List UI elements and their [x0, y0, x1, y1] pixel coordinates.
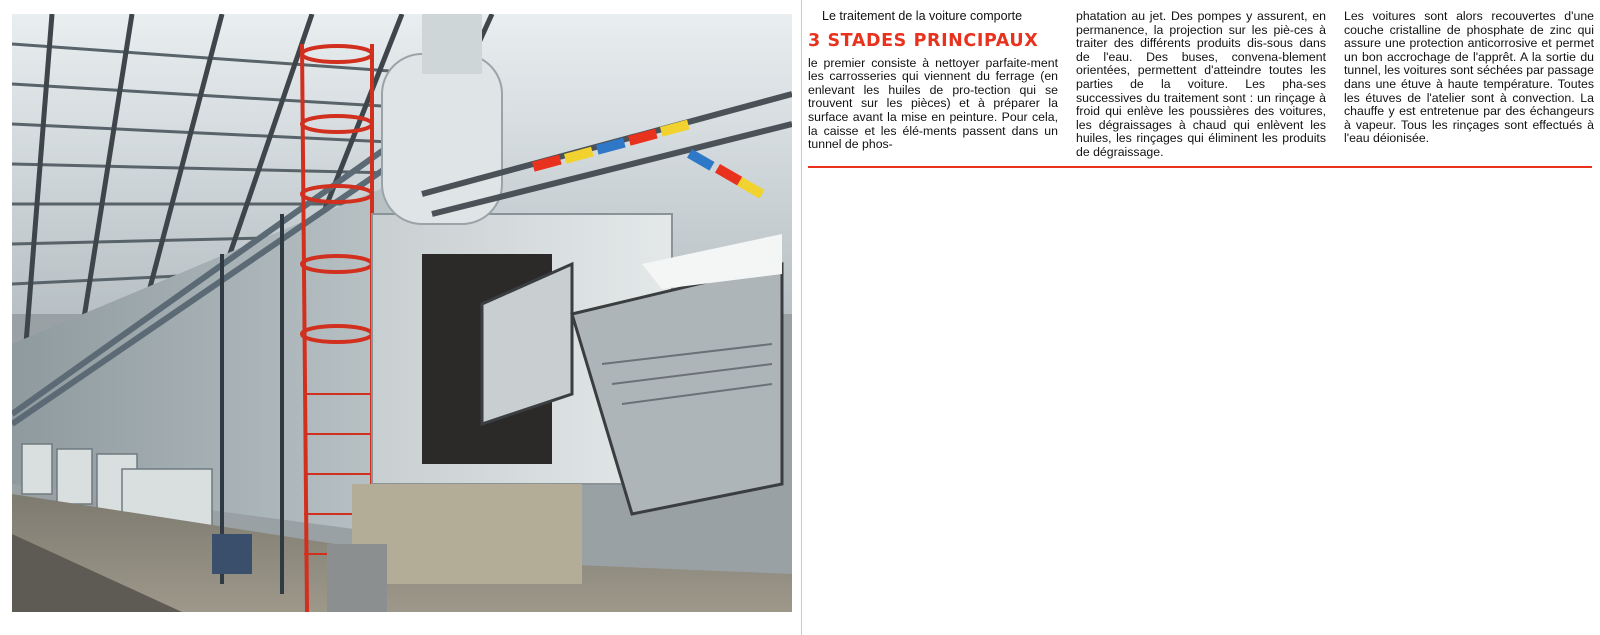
text-column-2 — [1076, 10, 1326, 160]
factory-illustration — [12, 14, 792, 612]
article-intro: Le traitement de la voiture comporte — [822, 9, 1023, 23]
text-column-1 — [808, 10, 1058, 152]
column-2-text: phatation au jet. Des pompes y assurent, en permanence, la projection sur les piè-ces à traiter des différents produits dis-sous dans de l'eau. Des buses, convena-blement orientées, permettent d'atteindre toutes les parties de la voiture. Les pha-ses successives du traitement sont : un rinçage à froid qui enlève les poussières des voitures, les dégraissages à chaud qui enlèvent les huiles, les rinçages qui éliminent les produits de dégraissage. — [1076, 9, 1326, 159]
factory-photo — [12, 14, 792, 612]
text-column-3 — [1344, 10, 1594, 146]
column-3-text: Les voitures sont alors recouvertes d'une couche cristalline de phosphate de zinc qui assure une protection anticorrosive et permet un bon accrochage de l'apprêt. A la sortie du tunnel, les voitures sont séchées par passage dans une étuve à haute température. Toutes les étuves de l'atelier sont à convection. La chauffe y est entretenue par des échangeurs à vapeur. Tous les rinçages sont effectués à l'eau déionisée. — [1344, 9, 1594, 146]
red-divider-rule — [808, 166, 1592, 168]
article-heading: 3 STADES PRINCIPAUX — [808, 30, 1039, 51]
page-gutter — [801, 0, 802, 635]
column-1-text: le premier consiste à nettoyer parfaite-ment les carrosseries qui viennent du ferrage (en enlevant les huiles de pro-tection qui se trouvent sur les pièces) et à préparer la surface avant la mise en peinture. Pour cela, la caisse et les élé-ments passent dans un tunnel de phos- — [808, 55, 1058, 152]
